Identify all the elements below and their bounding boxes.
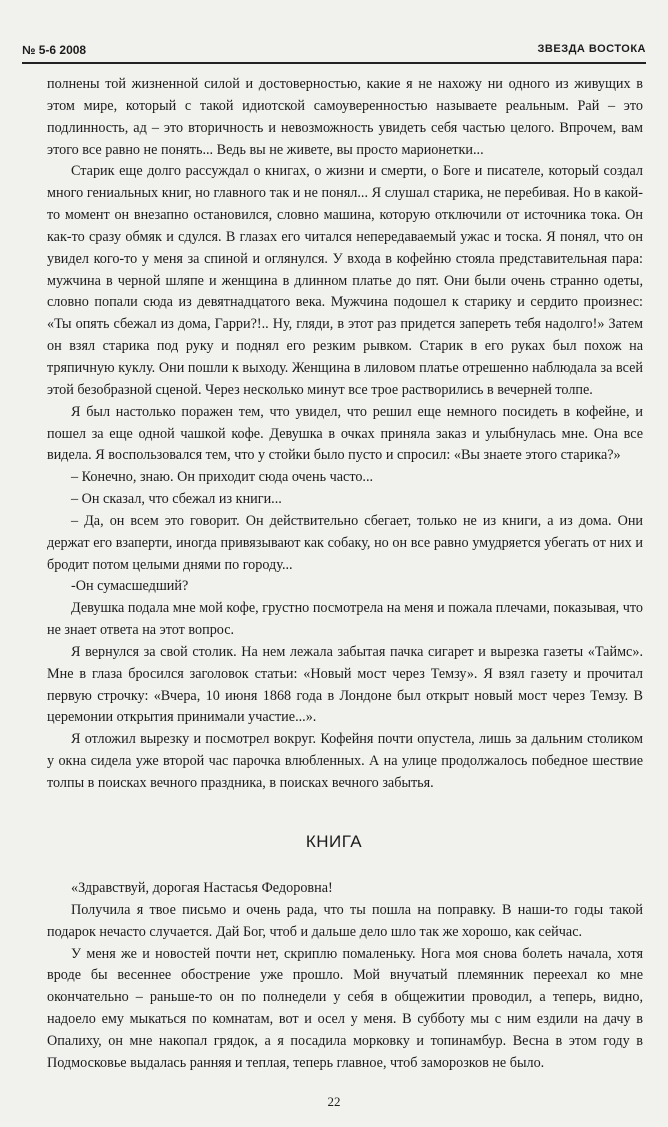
issue-number: № 5-6 2008	[22, 43, 87, 57]
paragraph: Девушка подала мне мой кофе, грустно посмотрела на меня и пожала плечами, показывая, что не знает ответа на этот вопрос.	[47, 600, 643, 639]
paragraph: – Да, он всем это говорит. Он действительно сбегает, только не из книги, а из дома. Они держат его взаперти, иногда привязывают как собаку, но он все равно умудряется убегать от них и бродит потом целыми днями по городу...	[47, 512, 643, 573]
text-column-2	[47, 878, 643, 1075]
paragraph: полнены той жизненной силой и достоверностью, какие я не нахожу ни одного из живущих в этом мире, который с такой идиотской самоуверенностью называете реальным. Рай – это подлинность, ад – это вторичность и невозможность увидеть себя частью целого. Впрочем, вам этого все равно не понять... Ведь вы не живете, вы просто марионетки...	[47, 76, 643, 158]
paragraph: Получила я твое письмо и очень рада, что ты пошла на поправку. В наши-то годы такой подарок нечасто случается. Дай Бог, чтоб и дальше дело шло так же хорошо, как сейчас.	[47, 901, 643, 940]
paragraph: Старик еще долго рассуждал о книгах, о жизни и смерти, о Боге и писателе, который создал много гениальных книг, но главного так и не понял... Я слушал старика, не перебивая. Но в какой-то момент он внезапно остановился, словно машина, которую отключили от источника тока. Он как-то сразу обмяк и сдулся. В глазах его читался непередаваемый ужас и тоска. Я понял, что он увидел кого-то у меня за спиной и оглянулся. У входа в кофейню стояла представительная пара: мужчина в черной шляпе и женщина в длинном платье до пят. Они были очень странно одеты, словно попали сюда из девятнадцатого века. Мужчина подошел к старику и сердито произнес: «Ты опять сбежал из дома, Гарри?!.. Ну, гляди, в этот раз придется запереть тебя надолго!» Затем он взял старика под руку и поднял его резким рывком. Старик в его руках был похож на тряпичную куклу. Они пошли к выходу. Женщина в лиловом платье отрешенно наблюдала за всей этой безобразной сценой. Через несколько минут все трое растворились в вечерней толпе.	[47, 163, 643, 398]
journal-title: ЗВЕЗДА ВОСТОКА	[537, 43, 646, 55]
page-number: 22	[327, 1094, 341, 1109]
paragraph: Я отложил вырезку и посмотрел вокруг. Кофейня почти опустела, лишь за дальним столиком у окна сидела уже второй час парочка влюбленных. А на улице продолжалось победное шествие толпы в поисках вечного праздника, в поисках вечного забытья.	[47, 731, 643, 791]
section-title: КНИГА	[305, 832, 363, 851]
paragraph: – Он сказал, что сбежал из книги...	[71, 491, 282, 508]
paragraph: «Здравствуй, дорогая Настасья Федоровна!	[71, 880, 333, 896]
paragraph: -Он сумасшедший?	[71, 578, 189, 595]
paragraph: У меня же и новостей почти нет, скриплю помаленьку. Нога моя снова болеть начала, хотя вроде бы весеннее обострение уже прошло. Мой внучатый племянник переехал ко мне окончательно – раньше-то он по полнедели у себя в общежитии проводил, а теперь, видно, надоело ему мыкаться по комнатам, вот и осел у меня. В субботу мы с ним ездили на дачу в Опалиху, он мне накопал грядок, а я посадила морковку и топинамбур. Весна в этом году в Подмосковье выдалась ранняя и теплая, теперь главное, чтоб заморозков не было.	[47, 945, 643, 1071]
paragraph: – Конечно, знаю. Он приходит сюда очень часто...	[71, 469, 374, 486]
paragraph: Я был настолько поражен тем, что увидел, что решил еще немного посидеть в кофейне, и пошел за еще одной чашкой кофе. Девушка в очках приняла заказ и улыбнулась мне. Она все видела. Я воспользовался тем, что у стойки было пусто и спросил: «Вы знаете этого старика?»	[47, 403, 643, 464]
text-column	[47, 74, 643, 795]
running-header	[22, 40, 646, 64]
paragraph: Я вернулся за свой столик. На нем лежала забытая пачка сигарет и вырезка газеты «Таймс». Мне в глаза бросился заголовок статьи: «Новый мост через Темзу». Я взял газету и прочитал первую строчку: «Вчера, 10 июня 1868 года в Лондоне был открыт новый мост через Темзу. В церемонии открытия принимали участие...».	[47, 643, 643, 726]
